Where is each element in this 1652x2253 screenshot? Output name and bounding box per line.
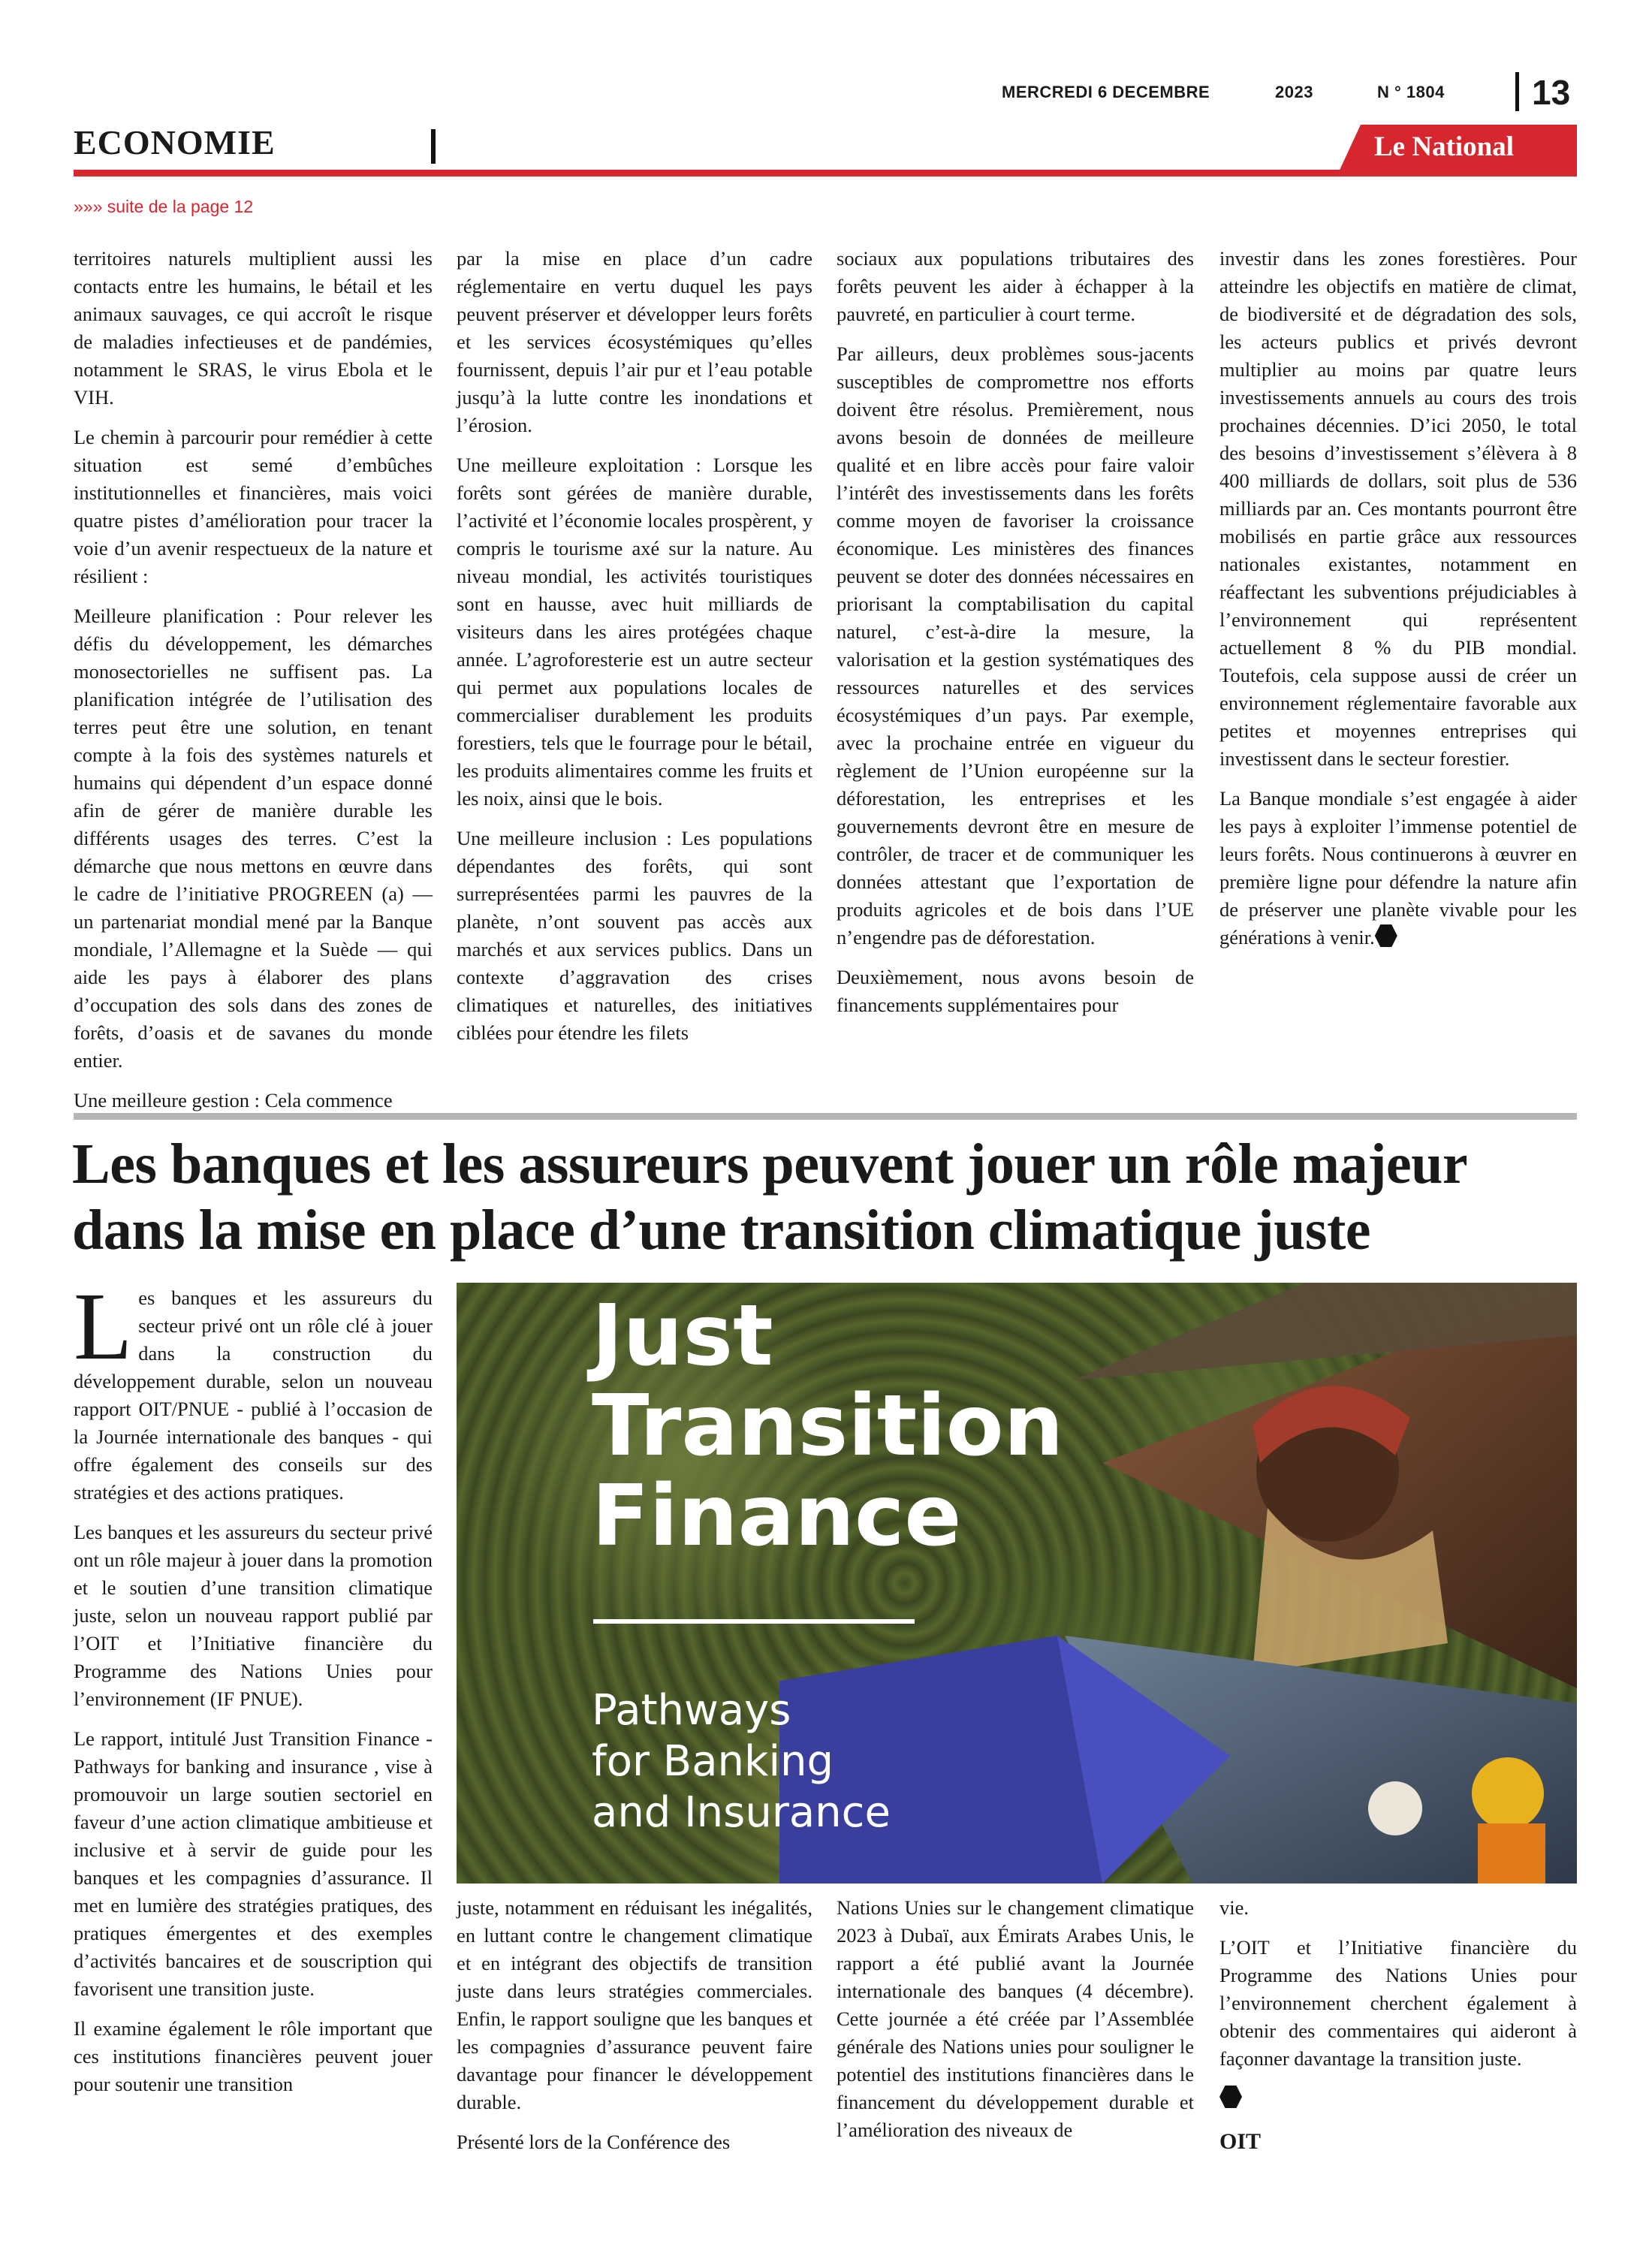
article2-column-3	[837, 1894, 1194, 2156]
article1-column-4	[1219, 245, 1577, 964]
paragraph: Une meilleure gestion : Cela commence	[74, 1089, 393, 1111]
section-title: ECONOMIE	[74, 123, 276, 161]
article-divider	[74, 1113, 1577, 1120]
paragraph: vie.	[1219, 1896, 1249, 1919]
paragraph: Il examine également le rôle important que ces institutions financières peuvent jouer pour soutenir une transition	[74, 2017, 433, 2095]
paragraph	[74, 1273, 433, 1507]
cover-rule	[593, 1619, 915, 1624]
page-number: 13	[1532, 73, 1571, 112]
paragraph: territoires naturels multiplient aussi les contacts entre les humains, le bétail et les animaux sauvages, ce qui accroît le risque de maladies infectieuses et de pandémies, notamment le SRAS, le virus Ebola et le VIH.	[74, 247, 433, 409]
article2-headline: Les banques et les assureurs peuvent jouer un rôle majeur dans la mise en place d’une transition climatique juste	[72, 1133, 1467, 1262]
paragraph	[1219, 785, 1577, 952]
publication-name: Le National	[1374, 131, 1515, 162]
drop-cap: L	[74, 1273, 133, 1380]
article1-column-2	[457, 245, 812, 1059]
paragraph: Par ailleurs, deux problèmes sous-jacents susceptibles de compromettre nos efforts doivent être résolus. Premièrement, nous avons besoin de données de meilleure qualité et en libre accès pour faire valoir l’intérêt des investissements dans les forêts comme moyen de favoriser la croissance économique. Les ministères des finances peuvent se doter des données nécessaires en priorisant la comptabilisation du capital naturel, c’est-à-dire la mesure, la valorisation et la gestion systématiques des ressources naturelles et des services écosystémiques d’un pays. Par exemple, avec la prochaine entrée en vigueur du règlement de l’Union européenne sur la déforestation, les entreprises et les gouvernements devront être en mesure de contrôler, de tracer et de communiquer les données attestant que l’exportation de produits agricoles et de bois dans l’UE n’engendre pas de déforestation.	[837, 342, 1194, 949]
paragraph: Une meilleure inclusion : Les populations dépendantes des forêts, qui sont surreprésentées parmi les pauvres de la planète, n’ont souvent pas accès aux marchés et aux services publics. Dans un contexte d’aggravation des crises climatiques et naturelles, des initiatives ciblées pour étendre les filets	[457, 827, 812, 1044]
article1-column-3	[837, 245, 1194, 1031]
paragraph: Les banques et les assureurs du secteur privé ont un rôle majeur à jouer dans la promotion et le soutien d’une transition climatique juste, selon un nouveau rapport publié par l’OIT et l’Initiative financière du Programme des Nations Unies pour l’environnement (IF PNUE).	[74, 1521, 433, 1710]
article-signature: OIT	[1219, 2129, 1262, 2154]
end-of-article-icon	[1375, 924, 1397, 947]
article1-column-1	[74, 245, 433, 1126]
paragraph: sociaux aux populations tributaires des forêts peuvent les aider à échapper à la pauvreté, en particulier à court terme.	[837, 247, 1194, 325]
article2-column-4	[1219, 1894, 1577, 2155]
cover-title-line: Finance	[592, 1467, 962, 1565]
paragraph: Le rapport, intitulé Just Transition Finance - Pathways for banking and insurance , vise à promouvoir un large soutien sectoriel en faveur d’une action climatique ambitieuse et inclusive et à servir de guide pour les banques et les compagnies d’assurance. Il met en lumière des stratégies pratiques, des pratiques émergentes et des exemples d’activités bancaires et de souscription qui favorisent une transition juste.	[74, 1727, 433, 2000]
paragraph: L’OIT et l’Initiative financière du Programme des Nations Unies pour l’environnement cherchent également à obtenir des commentaires qui aideront à façonner davantage la transition juste.	[1219, 1936, 1577, 2070]
page-number-divider	[1515, 72, 1519, 111]
section-divider	[431, 129, 436, 164]
paragraph: Meilleure planification : Pour relever les défis du développement, les démarches monosectorielles ne suffisent pas. La planification intégrée de l’utilisation des terres peut être une solution, en tenant compte à la fois des systèmes naturels et humains qui dépendent d’un espace donné afin de gérer de manière durable les différents usages des terres. C’est la démarche que nous mettons en œuvre dans le cadre de l’initiative PROGREEN (a) — un partenariat mondial mené par la Banque mondiale, l’Allemagne et la Suède — qui aide les pays à élaborer des plans d’occupation des sols dans des zones de forêts, d’oasis et de savanes du monde entier.	[74, 605, 433, 1072]
paragraph: Une meilleure exploitation : Lorsque les forêts sont gérées de manière durable, l’activité et l’économie locales prospèrent, y compris le tourisme axé sur la nature. Au niveau mondial, les activités touristiques sont en hausse, avec huit milliards de visiteurs dans les aires protégées chaque année. L’agroforesterie est un autre secteur qui permet aux populations locales de commercialiser durablement les produits forestiers, tels que le fourrage pour le bétail, les produits alimentaires comme les fruits et les noix, ainsi que le bois.	[457, 454, 812, 810]
cover-subtitle-line: Pathways	[592, 1686, 791, 1735]
paragraph: investir dans les zones forestières. Pour atteindre les objectifs en matière de climat, de biodiversité et de dégradation des sols, les acteurs publics et privés devront multiplier au moins par quatre leurs investissements annuels au cours des trois prochaines décennies. D’ici 2050, le total des besoins d’investissement s’élèvera à 8 400 milliards de dollars, soit plus de 536 milliards par an. Ces montants pourront être mobilisés en partie grâce aux ressources nationales existantes, notamment en réaffectant les subventions préjudiciables à l’environnement qui représentent actuellement 8 % du PIB mondial. Toutefois, cela suppose aussi de créer un environnement réglementaire favorable aux petites et moyennes entreprises qui investissent dans le secteur forestier.	[1219, 247, 1577, 770]
cover-subtitle-line: for Banking	[592, 1737, 834, 1786]
cover-title-line: Just	[592, 1287, 773, 1385]
paragraph: Nations Unies sur le changement climatique 2023 à Dubaï, aux Émirats Arabes Unis, le rapport a été publié avant la Journée internationale des banques (4 décembre). Cette journée a été créée par l’Assemblée générale des Nations unies pour souligner le potentiel des institutions financières dans le financement du développement durable et l’amélioration des niveaux de	[837, 1896, 1194, 2141]
paragraph: par la mise en place d’un cadre réglementaire en vertu duquel les pays peuvent préserver et développer leurs forêts et les services écosystémiques qu’elles fournissent, depuis l’air pur et l’eau potable jusqu’à la lutte contre les inondations et l’érosion.	[457, 247, 812, 436]
paragraph: Deuxièmement, nous avons besoin de financements supplémentaires pour	[837, 966, 1194, 1016]
report-cover-image	[457, 1283, 1577, 1884]
paragraph: juste, notamment en réduisant les inégalités, en luttant contre le changement climatique et en intégrant des objectifs de transition juste dans leurs stratégies commerciales. Enfin, le rapport souligne que les banques et les compagnies d’assurance peuvent faire davantage pour financer le développement durable.	[457, 1896, 812, 2113]
article2-column-2	[457, 1894, 812, 2168]
paragraph: Le chemin à parcourir pour remédier à cette situation est semé d’embûches institutionnelles et financières, mais voici quatre pistes d’amélioration pour tracer la voie d’un avenir respectueux de la nature et résilient :	[74, 426, 433, 587]
article2-column-1	[74, 1273, 433, 2110]
cover-subtitle-line: and Insurance	[592, 1788, 891, 1837]
end-of-article-icon	[1219, 2086, 1242, 2108]
issue-number: N ° 1804	[1377, 83, 1445, 101]
cover-title-line: Transition	[592, 1377, 1064, 1475]
continued-from-label: »»» suite de la page 12	[74, 197, 254, 216]
paragraph-text: La Banque mondiale s’est engagée à aider les pays à exploiter l’immense potentiel de leurs forêts. Nous continuerons à œuvrer en première ligne pour défendre la nature afin de préserver une planète vivable pour les générations à venir.	[1219, 787, 1577, 949]
issue-year: 2023	[1275, 83, 1313, 101]
paragraph-text: es banques et les assureurs du secteur privé ont un rôle clé à jouer dans la construction du développement durable, selon un nouveau rapport OIT/PNUE - publié à l’occasion de la Journée internationale des banques - qui offre également des conseils sur des stratégies et des actions pratiques.	[74, 1286, 433, 1504]
issue-date: MERCREDI 6 DECEMBRE	[1002, 83, 1210, 101]
paragraph: Présenté lors de la Conférence des	[457, 2131, 731, 2153]
